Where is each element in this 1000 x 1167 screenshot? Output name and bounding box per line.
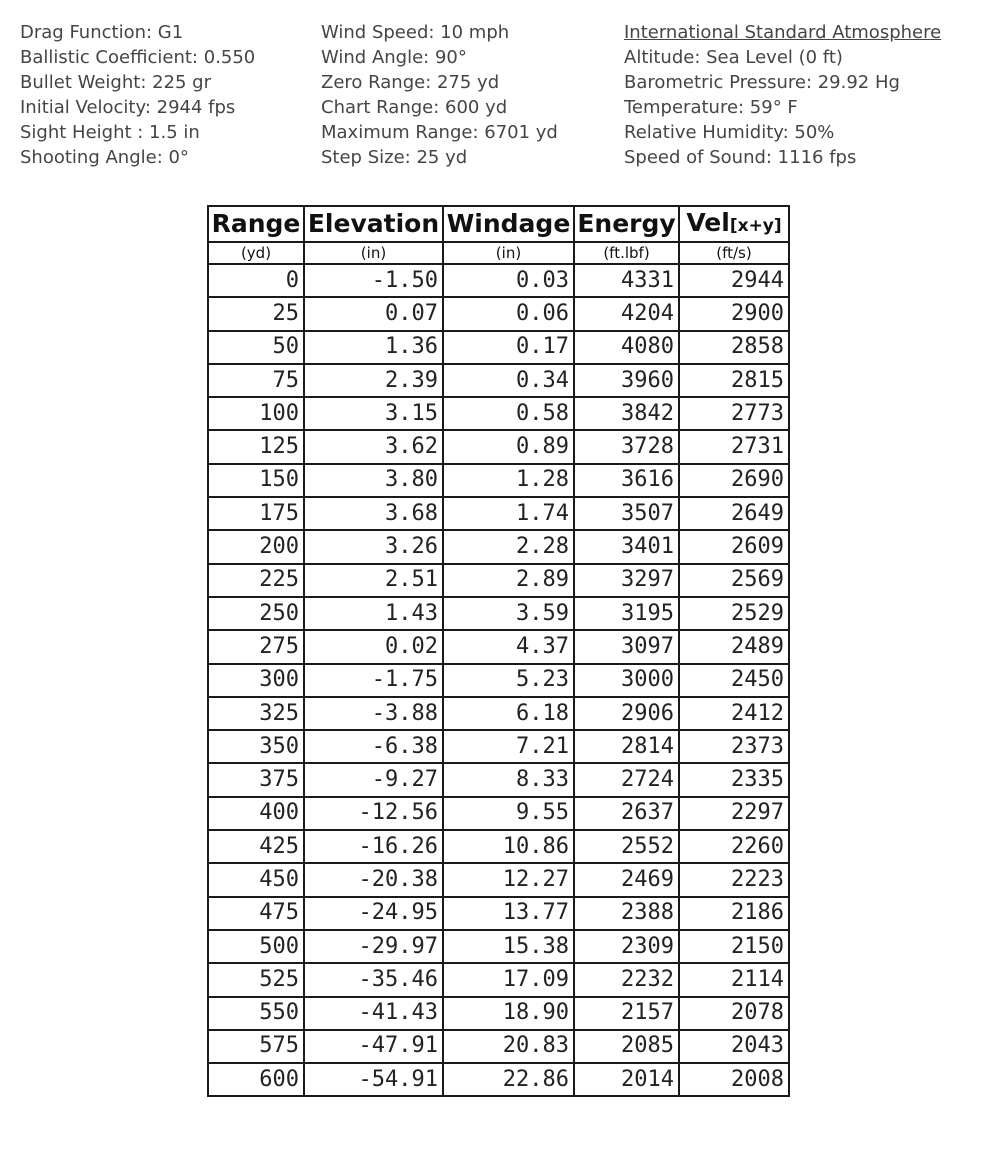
- energy-cell: 3000: [574, 664, 679, 697]
- elevation-cell: 2.39: [304, 364, 443, 397]
- range-cell: 350: [208, 730, 304, 763]
- energy-cell: 2906: [574, 697, 679, 730]
- windage-cell: 7.21: [443, 730, 574, 763]
- table-row: [208, 597, 789, 630]
- velocity-cell: 2773: [679, 397, 789, 430]
- velocity-cell: 2150: [679, 930, 789, 963]
- bullet-parameters: [20, 20, 255, 170]
- table-row: [208, 863, 789, 896]
- velocity-cell: 2529: [679, 597, 789, 630]
- velocity-cell: 2944: [679, 264, 789, 297]
- table-row: [208, 897, 789, 930]
- range-cell: 525: [208, 963, 304, 996]
- table-header-row: [208, 206, 789, 242]
- elevation-cell: -6.38: [304, 730, 443, 763]
- table-row: [208, 763, 789, 796]
- velocity-cell: 2489: [679, 630, 789, 663]
- windage-cell: 2.89: [443, 564, 574, 597]
- table-units-row: [208, 242, 789, 264]
- table-row: [208, 331, 789, 364]
- table-row: [208, 430, 789, 463]
- elevation-cell: -9.27: [304, 763, 443, 796]
- wind-angle: Wind Angle: 90°: [321, 47, 467, 68]
- energy-cell: 3728: [574, 430, 679, 463]
- windage-cell: 0.34: [443, 364, 574, 397]
- elevation-cell: 3.80: [304, 464, 443, 497]
- energy-cell: 3507: [574, 497, 679, 530]
- energy-cell: 3401: [574, 530, 679, 563]
- table-row: [208, 464, 789, 497]
- altitude: Altitude: Sea Level (0 ft): [624, 47, 843, 68]
- windage-cell: 20.83: [443, 1030, 574, 1063]
- table-row: [208, 664, 789, 697]
- windage-cell: 5.23: [443, 664, 574, 697]
- unit-energy: (ft.lbf): [574, 242, 679, 264]
- energy-cell: 3097: [574, 630, 679, 663]
- table-row: [208, 264, 789, 297]
- table-row: [208, 530, 789, 563]
- header-velocity-label: Vel: [686, 207, 730, 237]
- header-velocity-subscript: [x+y]: [729, 215, 782, 236]
- ballistic-coefficient: Ballistic Coefficient: 0.550: [20, 47, 256, 68]
- drag-function: Drag Function: G1: [20, 22, 184, 43]
- table-row: [208, 297, 789, 330]
- velocity-cell: 2008: [679, 1063, 789, 1096]
- header-windage: Windage: [443, 206, 574, 242]
- energy-cell: 2814: [574, 730, 679, 763]
- range-cell: 150: [208, 464, 304, 497]
- range-parameters: [321, 20, 558, 170]
- speed-of-sound: Speed of Sound: 1116 fps: [624, 147, 857, 168]
- range-cell: 50: [208, 331, 304, 364]
- energy-cell: 2232: [574, 963, 679, 996]
- energy-cell: 2724: [574, 763, 679, 796]
- header-velocity: [679, 206, 789, 242]
- elevation-cell: 3.26: [304, 530, 443, 563]
- elevation-cell: -47.91: [304, 1030, 443, 1063]
- table-row: [208, 564, 789, 597]
- velocity-cell: 2649: [679, 497, 789, 530]
- elevation-cell: -35.46: [304, 963, 443, 996]
- velocity-cell: 2373: [679, 730, 789, 763]
- velocity-cell: 2690: [679, 464, 789, 497]
- table-row: [208, 1030, 789, 1063]
- elevation-cell: -3.88: [304, 697, 443, 730]
- range-cell: 125: [208, 430, 304, 463]
- table-row: [208, 1063, 789, 1096]
- velocity-cell: 2078: [679, 997, 789, 1030]
- energy-cell: 4080: [574, 331, 679, 364]
- range-cell: 550: [208, 997, 304, 1030]
- energy-cell: 2469: [574, 863, 679, 896]
- range-cell: 375: [208, 763, 304, 796]
- windage-cell: 8.33: [443, 763, 574, 796]
- elevation-cell: -24.95: [304, 897, 443, 930]
- shooting-angle: Shooting Angle: 0°: [20, 147, 189, 168]
- windage-cell: 22.86: [443, 1063, 574, 1096]
- table-row: [208, 397, 789, 430]
- table-row: [208, 497, 789, 530]
- elevation-cell: 3.62: [304, 430, 443, 463]
- table-row: [208, 730, 789, 763]
- ballistics-table: [207, 205, 790, 1097]
- relative-humidity: Relative Humidity: 50%: [624, 122, 835, 143]
- elevation-cell: -29.97: [304, 930, 443, 963]
- energy-cell: 2309: [574, 930, 679, 963]
- windage-cell: 12.27: [443, 863, 574, 896]
- windage-cell: 4.37: [443, 630, 574, 663]
- range-cell: 100: [208, 397, 304, 430]
- table-row: [208, 997, 789, 1030]
- elevation-cell: 2.51: [304, 564, 443, 597]
- velocity-cell: 2114: [679, 963, 789, 996]
- table-body: [208, 264, 789, 1096]
- elevation-cell: 1.36: [304, 331, 443, 364]
- range-cell: 575: [208, 1030, 304, 1063]
- unit-windage: (in): [443, 242, 574, 264]
- energy-cell: 3195: [574, 597, 679, 630]
- elevation-cell: 3.68: [304, 497, 443, 530]
- windage-cell: 2.28: [443, 530, 574, 563]
- table-row: [208, 963, 789, 996]
- windage-cell: 9.55: [443, 797, 574, 830]
- header-elevation: Elevation: [304, 206, 443, 242]
- windage-cell: 10.86: [443, 830, 574, 863]
- velocity-cell: 2815: [679, 364, 789, 397]
- bullet-weight: Bullet Weight: 225 gr: [20, 72, 212, 93]
- range-cell: 475: [208, 897, 304, 930]
- table-row: [208, 697, 789, 730]
- elevation-cell: 3.15: [304, 397, 443, 430]
- range-cell: 225: [208, 564, 304, 597]
- table-row: [208, 830, 789, 863]
- step-size: Step Size: 25 yd: [321, 147, 468, 168]
- velocity-cell: 2043: [679, 1030, 789, 1063]
- windage-cell: 13.77: [443, 897, 574, 930]
- atmosphere-parameters: [624, 20, 941, 170]
- velocity-cell: 2731: [679, 430, 789, 463]
- windage-cell: 15.38: [443, 930, 574, 963]
- range-cell: 425: [208, 830, 304, 863]
- elevation-cell: 0.02: [304, 630, 443, 663]
- range-cell: 325: [208, 697, 304, 730]
- elevation-cell: -54.91: [304, 1063, 443, 1096]
- velocity-cell: 2223: [679, 863, 789, 896]
- range-cell: 250: [208, 597, 304, 630]
- energy-cell: 3616: [574, 464, 679, 497]
- range-cell: 450: [208, 863, 304, 896]
- velocity-cell: 2260: [679, 830, 789, 863]
- table-row: [208, 797, 789, 830]
- range-cell: 175: [208, 497, 304, 530]
- windage-cell: 3.59: [443, 597, 574, 630]
- windage-cell: 17.09: [443, 963, 574, 996]
- energy-cell: 4331: [574, 264, 679, 297]
- range-cell: 200: [208, 530, 304, 563]
- range-cell: 400: [208, 797, 304, 830]
- atmosphere-heading-link[interactable]: International Standard Atmosphere: [624, 22, 942, 43]
- range-cell: 25: [208, 297, 304, 330]
- elevation-cell: 1.43: [304, 597, 443, 630]
- windage-cell: 1.74: [443, 497, 574, 530]
- unit-range: (yd): [208, 242, 304, 264]
- velocity-cell: 2297: [679, 797, 789, 830]
- elevation-cell: -12.56: [304, 797, 443, 830]
- velocity-cell: 2412: [679, 697, 789, 730]
- velocity-cell: 2569: [679, 564, 789, 597]
- unit-elevation: (in): [304, 242, 443, 264]
- header-range: Range: [208, 206, 304, 242]
- table-row: [208, 364, 789, 397]
- header-energy: Energy: [574, 206, 679, 242]
- velocity-cell: 2335: [679, 763, 789, 796]
- windage-cell: 18.90: [443, 997, 574, 1030]
- ballistic-parameters: [20, 20, 990, 180]
- elevation-cell: -16.26: [304, 830, 443, 863]
- velocity-cell: 2900: [679, 297, 789, 330]
- energy-cell: 4204: [574, 297, 679, 330]
- energy-cell: 2552: [574, 830, 679, 863]
- velocity-cell: 2186: [679, 897, 789, 930]
- elevation-cell: -1.75: [304, 664, 443, 697]
- unit-velocity: (ft/s): [679, 242, 789, 264]
- energy-cell: 3960: [574, 364, 679, 397]
- elevation-cell: 0.07: [304, 297, 443, 330]
- windage-cell: 6.18: [443, 697, 574, 730]
- table-row: [208, 630, 789, 663]
- range-cell: 75: [208, 364, 304, 397]
- energy-cell: 3842: [574, 397, 679, 430]
- energy-cell: 2637: [574, 797, 679, 830]
- maximum-range: Maximum Range: 6701 yd: [321, 122, 558, 143]
- windage-cell: 0.06: [443, 297, 574, 330]
- energy-cell: 2085: [574, 1030, 679, 1063]
- barometric-pressure: Barometric Pressure: 29.92 Hg: [624, 72, 900, 93]
- windage-cell: 0.03: [443, 264, 574, 297]
- zero-range: Zero Range: 275 yd: [321, 72, 500, 93]
- initial-velocity: Initial Velocity: 2944 fps: [20, 97, 236, 118]
- velocity-cell: 2609: [679, 530, 789, 563]
- velocity-cell: 2450: [679, 664, 789, 697]
- elevation-cell: -41.43: [304, 997, 443, 1030]
- range-cell: 275: [208, 630, 304, 663]
- table-row: [208, 930, 789, 963]
- windage-cell: 1.28: [443, 464, 574, 497]
- elevation-cell: -1.50: [304, 264, 443, 297]
- wind-speed: Wind Speed: 10 mph: [321, 22, 510, 43]
- chart-range: Chart Range: 600 yd: [321, 97, 508, 118]
- energy-cell: 2157: [574, 997, 679, 1030]
- range-cell: 600: [208, 1063, 304, 1096]
- energy-cell: 3297: [574, 564, 679, 597]
- elevation-cell: -20.38: [304, 863, 443, 896]
- windage-cell: 0.17: [443, 331, 574, 364]
- sight-height: Sight Height : 1.5 in: [20, 122, 200, 143]
- windage-cell: 0.89: [443, 430, 574, 463]
- energy-cell: 2014: [574, 1063, 679, 1096]
- windage-cell: 0.58: [443, 397, 574, 430]
- range-cell: 300: [208, 664, 304, 697]
- range-cell: 0: [208, 264, 304, 297]
- velocity-cell: 2858: [679, 331, 789, 364]
- energy-cell: 2388: [574, 897, 679, 930]
- range-cell: 500: [208, 930, 304, 963]
- temperature: Temperature: 59° F: [624, 97, 798, 118]
